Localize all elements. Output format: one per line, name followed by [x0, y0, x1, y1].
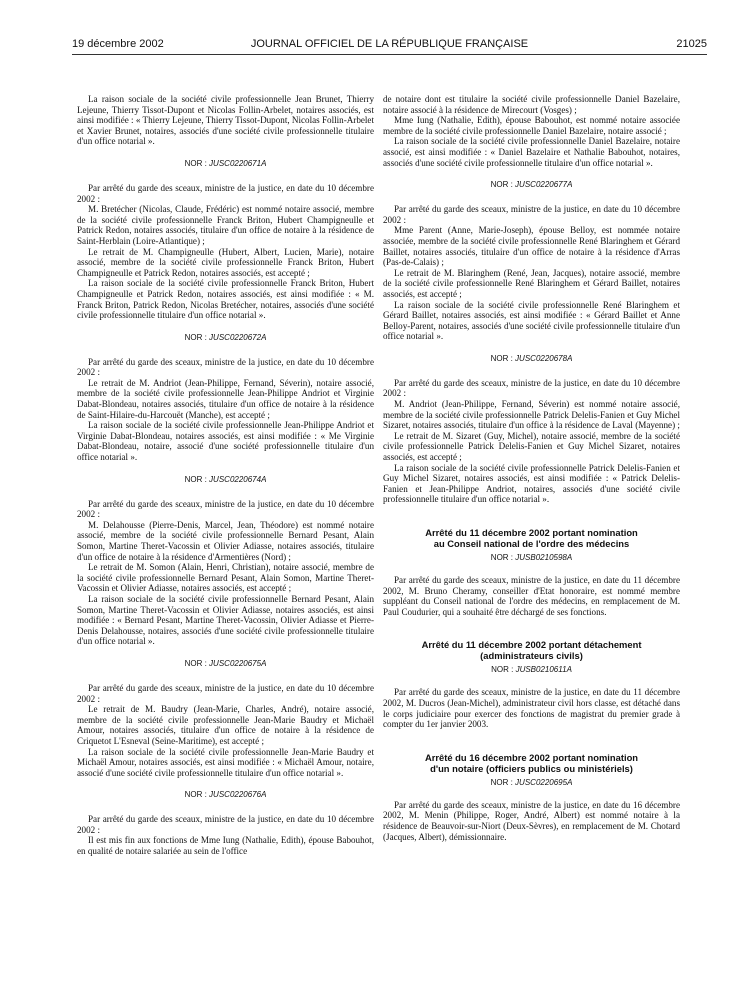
paragraph: La raison sociale de la société civile professionnelle Daniel Bazelaire, notaire associé, est ainsi modifiée : « Daniel Bazelaire et Nathalie Babouhot, notaires, associés d'une société civile professionnelle titulaire d'un office notarial ». — [383, 136, 680, 168]
paragraph: Par arrêté du garde des sceaux, ministre de la justice, en date du 10 décembre 2002 : — [77, 682, 374, 704]
paragraph: Le retrait de M. Somon (Alain, Henri, Christian), notaire associé, membre de la société civile professionnelle Bernard Pesant, Alain Somon, Martine Theret-Vacossin et Olivier Adiasse, notaires associés, est accepté ; — [77, 562, 374, 594]
nor-label: NOR : — [490, 180, 513, 190]
nor-label: NOR : — [184, 658, 207, 668]
nor-code: JUSC0220672A — [209, 332, 267, 342]
paragraph: Par arrêté du garde des sceaux, ministre de la justice, en date du 10 décembre 2002 : — [77, 498, 374, 520]
header-page-number: 21025 — [676, 38, 707, 50]
nor-label: NOR : — [184, 158, 207, 168]
nor-label: NOR : — [491, 665, 514, 675]
paragraph: Le retrait de M. Andriot (Jean-Philippe, Fernand, Séverin), notaire associé, membre de la société civile professionnelle Jean-Philippe Andriot et Virginie Dabat-Blondeau, notaires associés, titulaire d'un office de notaire à la résidence de Saint-Hilaire-du-Harcouët (Manche), est accepté ; — [77, 377, 374, 420]
paragraph: La raison sociale de la société civile professionnelle René Blaringhem et Gérard Baillet, notaires associés, est ainsi modifiée : « Gérard Baillet et Anne Belloy-Parent, notaires, associés d'une société civile professionnelle titulaire d'un office notarial ». — [383, 299, 680, 342]
page-header — [72, 38, 707, 55]
decree-title-line: au Conseil national de l'ordre des médecins — [433, 538, 630, 549]
paragraph: Le retrait de M. Champigneulle (Hubert, Albert, Lucien, Marie), notaire associé, membre de la société civile professionnelle Franck Briton, Hubert Champigneulle et Patrick Redon, notaires associés, est accepté ; — [77, 246, 374, 278]
nor-reference — [77, 790, 374, 800]
decree-title-line: Arrêté du 11 décembre 2002 portant détachement — [421, 639, 642, 651]
nor-label: NOR : — [184, 474, 207, 484]
decree-title — [383, 527, 680, 549]
nor-code: JUSC0220676A — [209, 790, 267, 800]
nor-label: NOR : — [184, 790, 207, 800]
left-column — [77, 94, 374, 857]
nor-reference — [383, 665, 680, 675]
nor-reference — [77, 159, 374, 169]
nor-reference — [383, 354, 680, 364]
nor-code: JUSB0210598A — [515, 553, 573, 562]
nor-reference — [77, 659, 374, 669]
nor-reference — [77, 475, 374, 485]
nor-code: JUSC0220675A — [209, 658, 267, 668]
paragraph: Par arrêté du garde des sceaux, ministre de la justice, en date du 10 décembre 2002 : — [383, 377, 680, 399]
decree-title-line: Arrêté du 16 décembre 2002 portant nomination — [424, 751, 639, 763]
paragraph: Le retrait de M. Sizaret (Guy, Michel), notaire associé, membre de la société civile professionnelle Patrick Delelis-Fanien et Guy Michel Sizaret, notaires associés, est accepté ; — [383, 430, 680, 463]
paragraph: Par arrêté du garde des sceaux, ministre de la justice, en date du 11 décembre 2002, M. Bruno Cheramy, conseiller d'Etat honoraire, est nommé membre suppléant du Conseil national de l'ordre des médecins, en remplacement de M. Paul Coudurier, qui a souhaité être déchargé de ses fonctions. — [383, 575, 680, 617]
paragraph: Par arrêté du garde des sceaux, ministre de la justice, en date du 10 décembre 2002 : — [383, 204, 680, 225]
paragraph: Mme Parent (Anne, Marie-Joseph), épouse Belloy, est nommée notaire associée, membre de la société civile professionnelle René Blaringhem et Gérard Baillet, notaires associés, titulaire d'un office de notaire à la résidence d'Arras (Pas-de-Calais) ; — [383, 225, 680, 268]
paragraph: La raison sociale de la société civile professionnelle Franck Briton, Hubert Champigneulle et Patrick Redon, notaires associés, est ainsi modifiée : « M. Franck Briton, Patrick Redon, Nicolas Bretécher, notaires, associés d'une société civile professionnelle titulaire d'un office notarial ». — [77, 278, 374, 321]
nor-reference — [77, 333, 374, 343]
nor-reference — [383, 180, 680, 190]
header-date: 19 décembre 2002 — [72, 38, 164, 50]
decree-title — [383, 752, 680, 774]
nor-label: NOR : — [184, 332, 207, 342]
paragraph: Par arrêté du garde des sceaux, ministre de la justice, en date du 10 décembre 2002 : — [77, 356, 374, 378]
paragraph: Par arrêté du garde des sceaux, ministre de la justice, en date du 11 décembre 2002, M. Ducros (Jean-Michel), administrateur civil hors classe, est détaché dans le corps judiciaire pour exercer des fonctions de magistrat du premier grade à compter du 1er janvier 2003. — [383, 687, 680, 730]
decree-title-line: d'un notaire (officiers publics ou ministériels) — [430, 762, 633, 774]
header-journal-title: JOURNAL OFFICIEL DE LA RÉPUBLIQUE FRANÇAISE — [250, 38, 529, 50]
paragraph: Il est mis fin aux fonctions de Mme Iung (Nathalie, Edith), épouse Babouhot, en qualité de notaire salariée au sein de l'office — [77, 835, 374, 857]
nor-code: JUSC0220678A — [515, 353, 573, 363]
nor-code: JUSC0220695A — [515, 777, 573, 787]
paragraph: M. Bretécher (Nicolas, Claude, Frédéric) est nommé notaire associé, membre de la société civile professionnelle Franck Briton, Hubert Champigneulle et Patrick Redon, notaires associés, titulaire d'un office de notaire à la résidence de Saint-Herblain (Loire-Atlantique) ; — [77, 204, 374, 246]
paragraph: M. Andriot (Jean-Philippe, Fernand, Séverin) est nommé notaire associé, membre de la société civile professionnelle Patrick Delelis-Fanien et Guy Michel Sizaret, notaires associés, titulaire d'un office à la résidence de Laval (Mayenne) ; — [383, 399, 680, 431]
paragraph: de notaire dont est titulaire la société civile professionnelle Daniel Bazelaire, notaire associé à la résidence de Mirecourt (Vosges) ; — [383, 94, 680, 115]
nor-code: JUSB0210611A — [515, 665, 572, 675]
nor-code: JUSC0220671A — [209, 158, 267, 168]
paragraph: La raison sociale de la société civile professionnelle Jean-Philippe Andriot et Virginie Dabat-Blondeau, notaires associés, est ainsi modifiée : « Me Virginie Dabat-Blondeau, notaire, associé d'une société professionnelle titulaire d'un office notarial ». — [77, 420, 374, 463]
nor-label: NOR : — [490, 777, 513, 787]
paragraph: Mme Iung (Nathalie, Edith), épouse Babouhot, est nommé notaire associée membre de la société civile professionnelle Daniel Bazelaire, notaire associé ; — [383, 115, 680, 136]
paragraph: M. Delahousse (Pierre-Denis, Marcel, Jean, Théodore) est nommé notaire associé, membre de la société civile professionnelle Bernard Pesant, Alain Somon, Martine Theret-Vacossin et Olivier Adiasse, notaires associés, titulaire d'un office de notaire à la résidence d'Armentières (Nord) ; — [77, 519, 374, 562]
nor-reference — [383, 778, 680, 788]
nor-reference — [383, 553, 680, 563]
decree-title-line: Arrêté du 11 décembre 2002 portant nomination — [425, 527, 638, 538]
paragraph: Par arrêté du garde des sceaux, ministre de la justice, en date du 16 décembre 2002, M. Menin (Philippe, Roger, André, Albert) est nommé notaire à la résidence de Beauvoir-sur-Niort (Deux-Sèvres), en remplacement de M. Chotard (Jacques, Albert), démissionnaire. — [383, 799, 680, 842]
decree-title-line: (administrateurs civils) — [480, 650, 583, 662]
right-column — [383, 94, 680, 842]
nor-code: JUSC0220677A — [515, 180, 573, 190]
paragraph: La raison sociale de la société civile professionnelle Jean-Marie Baudry et Michaël Amour, notaires associés, est ainsi modifiée : « Michaël Amour, notaire, associé d'une société civile professionnelle titulaire d'un office notarial ». — [77, 746, 374, 778]
nor-label: NOR : — [490, 553, 514, 562]
paragraph: La raison sociale de la société civile professionnelle Jean Brunet, Thierry Lejeune, Thierry Tissot-Dupont et Nicolas Follin-Arbelet, notaires associés, est ainsi modifiée : « Thierry Lejeune, Thierry Tissot-Dupont, Nicolas Follin-Arbelet et Xavier Brunet, notaires, associés d'une société civile professionnelle titulaire d'un office notarial ». — [77, 94, 374, 147]
nor-label: NOR : — [490, 353, 513, 363]
paragraph: Le retrait de M. Blaringhem (René, Jean, Jacques), notaire associé, membre de la société civile professionnelle René Blaringhem et Gérard Baillet, notaires associés, est accepté ; — [383, 267, 680, 299]
paragraph: La raison sociale de la société civile professionnelle Bernard Pesant, Alain Somon, Martine Theret-Vacossin et Olivier Adiasse, notaires associés, est ainsi modifiée : « Bernard Pesant, Martine Theret-Vacossin, Olivier Adiasse et Pierre-Denis Delahousse, notaires, associés d'une société civile professionnelle titulaire d'un office notarial ». — [77, 593, 374, 647]
nor-code: JUSC0220674A — [209, 474, 267, 484]
paragraph: La raison sociale de la société civile professionnelle Patrick Delelis-Fanien et Guy Michel Sizaret, notaires associés, est ainsi modifiée : « Patrick Delelis-Fanien et Jean-Philippe Andriot, notaires, associés d'une société civile professionnelle titulaire d'un office notarial ». — [383, 462, 680, 505]
paragraph: Par arrêté du garde des sceaux, ministre de la justice, en date du 10 décembre 2002 : — [77, 182, 374, 204]
decree-title — [383, 639, 680, 661]
paragraph: Par arrêté du garde des sceaux, ministre de la justice, en date du 10 décembre 2002 : — [77, 814, 374, 835]
paragraph: Le retrait de M. Baudry (Jean-Marie, Charles, André), notaire associé, membre de la société civile professionnelle Jean-Marie Baudry et Michaël Amour, notaires associés, titulaire d'un office de notaire à la résidence de Criquetot L'Esneval (Seine-Maritime), est accepté ; — [77, 704, 374, 746]
